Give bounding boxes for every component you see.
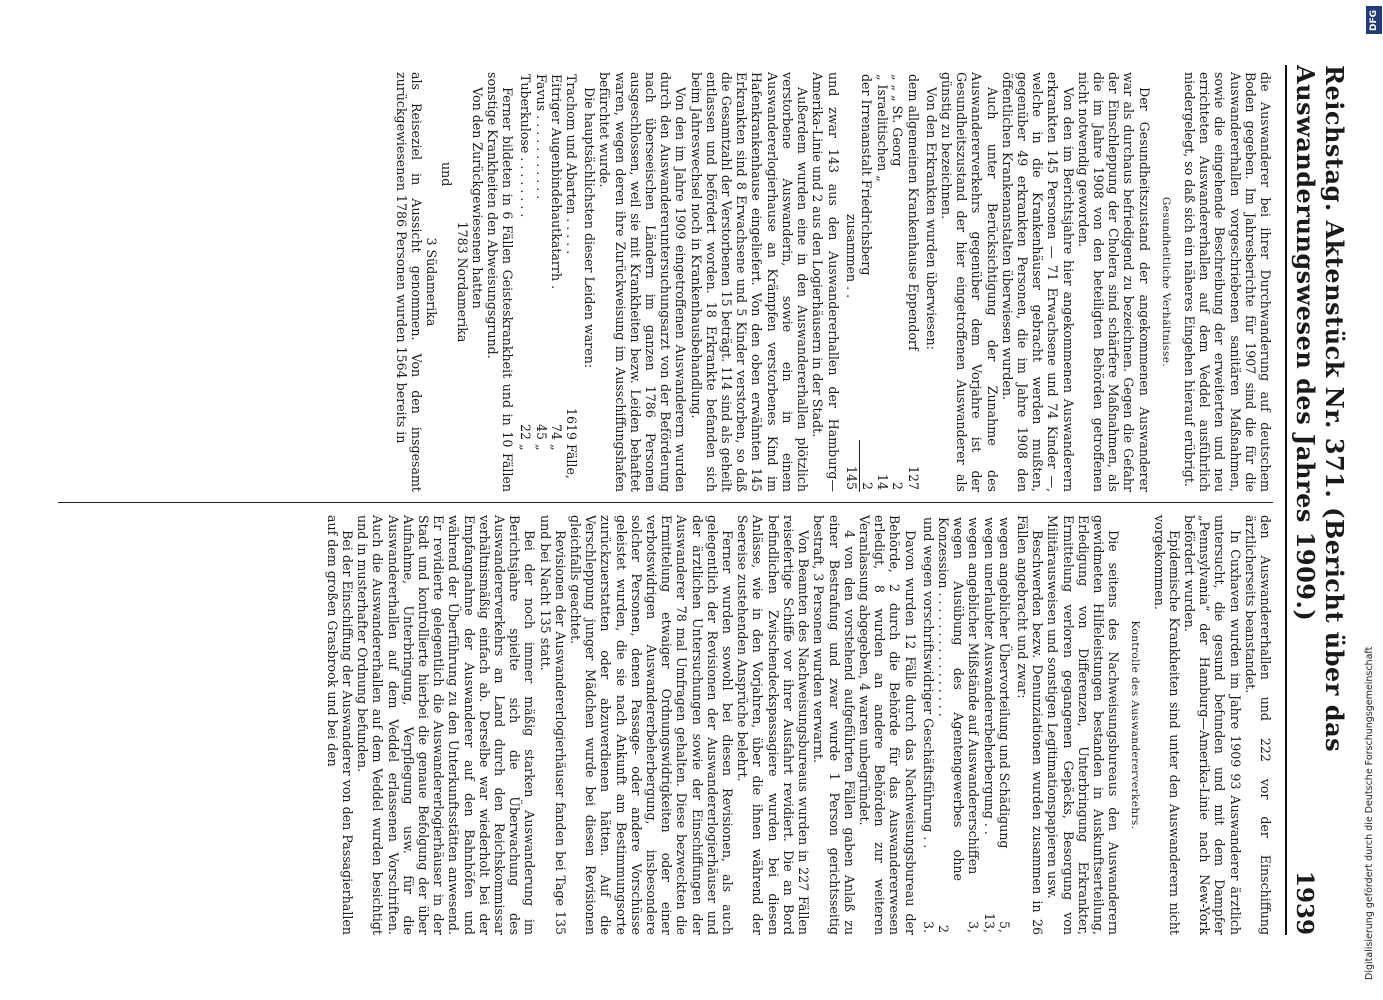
table-cell-label: dem allgemeinen Krankenhause Eppendorf <box>905 74 921 351</box>
paragraph: Außerdem wurden eine in den Auswandererhallen plötzlich verstorbene Auswanderin, sowie ein in einem Auswandererlogierhause an Krämpfen verstorbenes Kind im Hafenkrankenhause eingeliefert. Von den oben erwähnten 145 Erkrankten sind 8 Erwachsene und 5 Kinder verstorben, so daß die Gesamtzahl der Verstorbenen 15 beträgt. 114 sind als geheilt entlassen und befördert worden. 18 Erkrankte befanden sich beim Jahreswechsel noch in Krankenhausbehandlung. <box>688 72 811 492</box>
destination-line: 3 Südamerika <box>424 237 440 327</box>
table-cell-value: 1619 <box>564 407 580 440</box>
table-cell-unit: „ <box>518 444 534 451</box>
table-cell-value: 2 <box>890 481 906 490</box>
table-cell-value: 74 <box>548 423 564 440</box>
table-row <box>997 515 1012 935</box>
table-cell-value: 2 <box>935 924 951 933</box>
disease-table <box>518 72 579 492</box>
page-number: 1939 <box>1291 870 1318 935</box>
table-cell-label: wegen Ausübung des Agentengewerbes ohne Konzession . . . . . . . . . . . . . . . . <box>935 517 967 881</box>
table-row <box>564 72 579 492</box>
running-title: Reichstag. Aktenstück Nr. 371. (Bericht über das Auswanderungswesen des Jahres 1909.) <box>1291 65 1349 753</box>
table-cell-value: 3. <box>920 920 936 933</box>
table-cell-value: 14 <box>875 473 891 490</box>
table-total-row <box>844 72 860 492</box>
page-header <box>1285 65 1349 935</box>
complaint-table <box>921 515 1012 935</box>
table-row <box>981 515 996 935</box>
table-cell-label: Tuberkulose . . . . . . . . <box>518 74 534 218</box>
paragraph: Von den Erkrankten wurden überwiesen: <box>923 87 939 350</box>
paragraph: Ferner bildeten in 6 Fällen Geisteskrankheit und in 10 Fällen sonstige Krankheiten den Abweisungsgrund. <box>485 72 516 492</box>
table-cell-value: 127 <box>905 465 921 490</box>
table-cell-value: 5, <box>996 920 1012 933</box>
paragraph: als Reiseziel in Aussicht genommen. Von den insgesamt zurückgewiesenen 1786 Personen wurden 1564 bereits in <box>393 72 425 492</box>
table-cell-value: 3, <box>966 920 982 933</box>
paragraph: den Auswandererhallen und 222 vor der Einschiffung ärztlicherseits beanstandet. <box>1242 515 1273 935</box>
paragraph: In Cuxhaven wurden im Jahre 1909 93 Auswanderer ärztlich untersucht, die gesund befunden und mit dem Dampfer „Pennsylvania“ der Hamburg—Amerika-Linie nach New-York befördert wurden. <box>1181 515 1243 935</box>
table-row <box>533 72 548 492</box>
table-row <box>518 72 533 492</box>
table-cell-label: Trachom und Abarten . . . . . <box>564 74 580 255</box>
table-cell-value: 22 <box>518 423 534 440</box>
paragraph: Bei der noch immer mäßig starken Auswanderung im Berichtsjahre spielte sich die Überwachung des Auswandererverkehrs an Land durch den Reichskommissar verhältnismäßig einfach ab. Derselbe war wiederholt bei der Empfangnahme der Auswanderer auf den Bahnhöfen und während der Überführung zu den Unterkunftsstätten anwesend. Er revidierte gelegentlich die Auswandererlogierhäuser in der Stadt und kontrollierte hierbei die genaue Befolgung der über Aufnahme, Unterbringung, Verpflegung usw. für die Auswandererhallen auf dem Veddel erlassenen Vorschriften. Auch die Auswandererhallen auf dem Veddel wurden besichtigt und in musterhafter Ordnung befunden. <box>355 515 538 935</box>
paragraph: und zwar 143 aus den Auswandererhallen der Hamburg—Amerika-Linie und 2 aus den Logierhäusern in der Stadt. <box>810 72 841 492</box>
column-divider <box>58 502 1273 503</box>
total-label: zusammen . . <box>843 213 859 299</box>
paragraph: Der Gesundheitszustand der angekommenen Auswanderer war als durchaus befriedigend zu bezeichnen. Gegen die Gefahr der Einschleppung der Cholera sind schärfere Maßnahmen, als die im Jahre 1908 von den beteiligten Behörden getroffenen nicht notwendig geworden. <box>1075 72 1152 492</box>
paragraph: Revisionen der Auswandererlogierhäuser fanden bei Tage 135 und bei Nacht 135 statt. <box>537 515 568 935</box>
section-heading: Kontrolle des Auswandererverkehrs. <box>1129 620 1142 830</box>
right-column <box>58 515 1273 935</box>
paragraph: Beschwerden bezw. Denunziationen wurden zusammen in 26 Fällen angebracht und zwar: <box>1014 515 1046 935</box>
table-cell-label: „ Israelitischen „ <box>875 74 891 182</box>
digitization-credit: Digitalisierung gefördert durch die Deutsche Forschungsgemeinschaft <box>1364 646 1375 980</box>
destination-line: 1783 Nordamerika <box>454 221 470 343</box>
table-row <box>921 515 936 935</box>
table-row <box>966 515 981 935</box>
table-cell-label: wegen angeblicher Mißstände auf Auswandererschiffen <box>966 517 982 875</box>
paragraph: Auch unter Berücksichtigung der Zunahme des Auswandererverkehrs gegenüber dem Vorjahre ist der Gesundheitszustand der hier eingetroffenen Auswanderer als günstig zu bezeichnen. <box>938 72 1000 492</box>
table-row <box>905 72 920 492</box>
dfg-logo: DFG <box>1366 6 1382 34</box>
total-value: 145 <box>844 440 860 492</box>
paragraph: Die hauptsächlichsten dieser Leiden waren: <box>582 87 598 369</box>
table-cell-label: und wegen vorschriftswidriger Geschäftsführung . . <box>920 517 936 849</box>
paragraph: Von den Zurückgewiesenen hatten <box>469 87 485 309</box>
paragraph: 4 von den vorstehend aufgeführten Fällen gaben Anlaß zu einer Bestrafung und zwar wurde 1 Person gerichtsseitig bestraft, 3 Personen wurden verwarnt. <box>811 515 857 935</box>
table-cell-unit: Fälle, <box>564 444 580 479</box>
table-cell-label: „ „ „ St. Georg <box>890 74 906 167</box>
table-cell-label: der Irrenanstalt Friedrichsberg <box>859 74 875 276</box>
table-cell-value: 45 <box>533 423 549 440</box>
paragraph: Von den im Jahre 1909 eingetroffenen Auswanderern wurden durch den Auswandereruntersuchungsarzt von der Beförderung nach überseeischen Ländern im ganzen 1786 Personen ausgeschlossen, weil sie mit Krankheiten bezw. Leiden behaftet waren, wegen deren ihre Zurückweisung im Ausschiffungshafen befürchtet wurde. <box>597 72 689 492</box>
table-row <box>549 72 564 492</box>
table-row <box>936 515 966 935</box>
paragraph: Bei der Einschiffung der Auswanderer von den Passagierhallen auf dem großen Grasbrook und bei den <box>324 515 356 935</box>
paragraph: Von Beamten des Nachweisungsbureaus wurden in 227 Fällen reisefertige Schiffe vor ihrer Ausfahrt revidiert. Die an Bord befindlichen Zwischendeckspassagiere wurden bei diesen Anlässe, wie in den Vorjahren, über die ihnen während der Seereise zustehenden Ansprüche belehrt. <box>735 515 812 935</box>
paragraph: Von den im Berichtsjahre hier angekommenen Auswanderern erkrankten 145 Personen — 71 Erwachsene und 74 Kinder —, welche in die Krankenhäuser gebracht werden mußten, gegenüber 49 erkrankten Personen, die im Jahre 1908 den öffentlichen Krankenanstalten überwiesen wurden. <box>999 72 1076 492</box>
paragraph: Die seitens des Nachweisungsbureaus den Auswanderern gewidmeten Hilfeleistungen bestanden in Auskunftserteilung, Erledigung von Differenzen, Unterbringung Erkrankter, Ermittelung verloren gegangenen Gepäcks, Besorgung von Militärausweisen und sonstigen Legitimationspapieren usw. <box>1045 515 1122 935</box>
table-cell-unit: „ <box>548 444 564 451</box>
table-cell-value: 2 <box>859 481 875 490</box>
section-heading: Gesundheitliche Verhältnisse. <box>1159 196 1172 368</box>
table-cell-label: Eitriger Augenbindehautkatarrh . <box>548 74 564 290</box>
paragraph: die Auswanderer bei ihrer Durchwanderung auf deutschem Boden gegeben. Im Jahresberichte für 1907 sind die für die Auswandererhallen vorgeschriebenen sanitären Maßnahmen, sowie die eingehende Beschreibung der erweiterten und neu errichteten Auswandererhallen auf dem Veddel ausführlich niedergelegt, so daß sich ein näheres Eingehen hierauf erübrigt. <box>1181 72 1273 492</box>
hospital-table <box>844 72 921 492</box>
paragraph: Epidemische Krankheiten sind unter den Auswanderern nicht vorgekommen. <box>1151 515 1182 935</box>
table-row <box>859 72 875 492</box>
destination-conjunction: und <box>439 162 455 187</box>
table-row <box>890 72 905 492</box>
table-cell-label: wegen angeblicher Übervorteilung und Schädigung <box>996 517 1012 849</box>
paragraph: Ferner wurden sowohl bei diesen Revisionen, als auch gelegentlich der Revisionen der Auswandererlogierhäuser und der ärztlichen Untersuchungen sowie der Einschiffungen der Auswanderer 78 mal Umfragen gehalten. Diese bezweckten die Ermittelung etwaiger Ordnungswidrigkeiten oder einer verbotswidrigen Auswandererbeherbergung, insbesondere solcher Personen, denen Passage- oder andere Vorschüsse geleistet wurden, die sie nach Ankunft am Bestimmungsorte zurückzuerstatten oder abzuverdienen hätten. Auf die Verschleppung junger Mädchen wurde bei diesen Revisionen gleichfalls geachtet. <box>568 515 736 935</box>
left-column <box>58 72 1273 492</box>
table-cell-label: Favus . . . . . . . . . . . <box>533 74 549 200</box>
table-cell-value: 13, <box>981 912 997 933</box>
paragraph: Davon wurden 12 Fälle durch das Nachweisungsbureau der Behörde, 2 durch die Behörde für das Auswandererwesen erledigt, 8 wurden an andere Behörden zur weiteren Veranlassung abgegeben, 4 waren unbegründet. <box>856 515 918 935</box>
table-cell-label: wegen unerlaubter Auswandererbeherbergung . . <box>981 517 997 835</box>
table-cell-unit: „ <box>533 444 549 451</box>
table-row <box>875 72 890 492</box>
